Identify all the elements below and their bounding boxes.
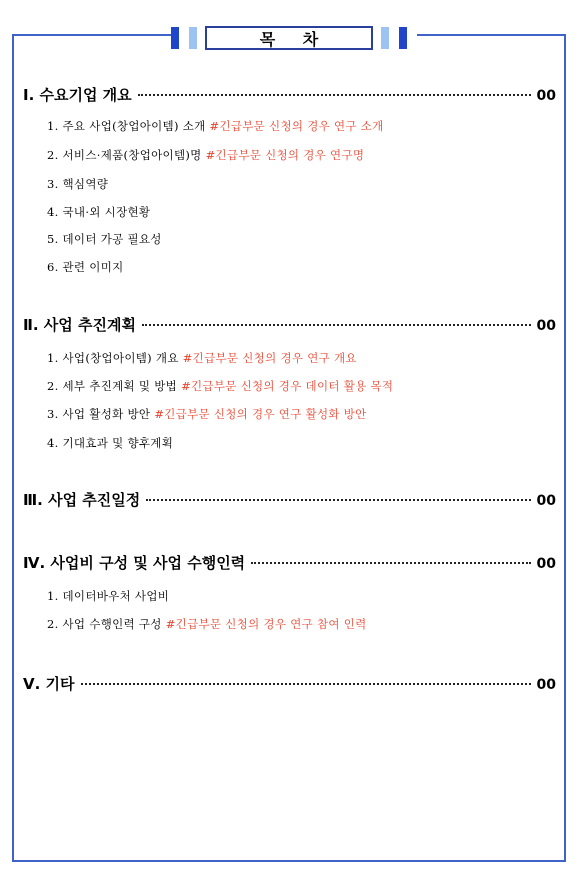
toc-item[interactable]: [47, 350, 357, 366]
toc-item[interactable]: [47, 435, 173, 451]
toc-title: 목 차: [259, 29, 319, 49]
section-page: 00: [536, 556, 556, 572]
toc-section-1[interactable]: [23, 84, 556, 105]
item-note: #긴급부문 신청의 경우 연구 활성화 방안: [154, 407, 367, 421]
toc-item[interactable]: [47, 204, 150, 220]
toc-item[interactable]: [47, 616, 367, 632]
section-label: Ⅲ. 사업 추진일정: [23, 491, 141, 509]
item-text: 4. 기대효과 및 향후계획: [47, 436, 174, 450]
item-note: #긴급부문 신청의 경우 데이터 활용 목적: [181, 379, 394, 393]
leader-dots: [142, 324, 531, 326]
toc-item[interactable]: [47, 588, 169, 604]
item-text: 5. 데이터 가공 필요성: [47, 232, 162, 246]
toc-item[interactable]: [47, 118, 384, 134]
item-note: #긴급부문 신청의 경우 연구 소개: [209, 119, 384, 133]
item-text: 2. 서비스·제품(창업아이템)명: [47, 148, 202, 162]
item-text: 4. 국내·외 시장현황: [47, 205, 151, 219]
section-page: 00: [536, 677, 556, 693]
item-note: #긴급부문 신청의 경우 연구 참여 인력: [165, 617, 367, 631]
item-text: 2. 사업 수행인력 구성: [47, 617, 162, 631]
item-text: 3. 사업 활성화 방안: [47, 407, 151, 421]
leader-dots: [138, 94, 531, 96]
item-text: 1. 사업(창업아이템) 개요: [47, 351, 179, 365]
leader-dots: [251, 562, 530, 564]
item-text: 1. 데이터바우처 사업비: [47, 589, 170, 603]
toc-item[interactable]: [47, 231, 162, 247]
toc-item[interactable]: [47, 378, 393, 394]
section-page: 00: [536, 88, 556, 104]
toc-item[interactable]: [47, 259, 124, 275]
item-text: 6. 관련 이미지: [47, 260, 124, 274]
toc-section-4[interactable]: [23, 552, 556, 573]
toc-section-2[interactable]: [23, 314, 556, 335]
section-label: Ⅱ. 사업 추진계획: [23, 316, 136, 334]
section-label: Ⅳ. 사업비 구성 및 사업 수행인력: [23, 554, 246, 572]
section-page: 00: [536, 493, 556, 509]
item-text: 1. 주요 사업(창업아이템) 소개: [47, 119, 206, 133]
toc-item[interactable]: [47, 176, 108, 192]
section-page: 00: [536, 318, 556, 334]
item-text: 2. 세부 추진계획 및 방법: [47, 379, 178, 393]
leader-dots: [146, 499, 530, 501]
leader-dots: [81, 683, 531, 685]
toc-item[interactable]: [47, 406, 367, 422]
section-label: Ⅴ. 기타: [23, 675, 75, 693]
item-text: 3. 핵심역량: [47, 177, 109, 191]
toc-item[interactable]: [47, 147, 364, 163]
toc-section-5[interactable]: [23, 673, 556, 694]
section-label: Ⅰ. 수요기업 개요: [23, 86, 132, 104]
item-note: #긴급부문 신청의 경우 연구명: [205, 148, 365, 162]
item-note: #긴급부문 신청의 경우 연구 개요: [182, 351, 357, 365]
toc-section-3[interactable]: [23, 489, 556, 510]
